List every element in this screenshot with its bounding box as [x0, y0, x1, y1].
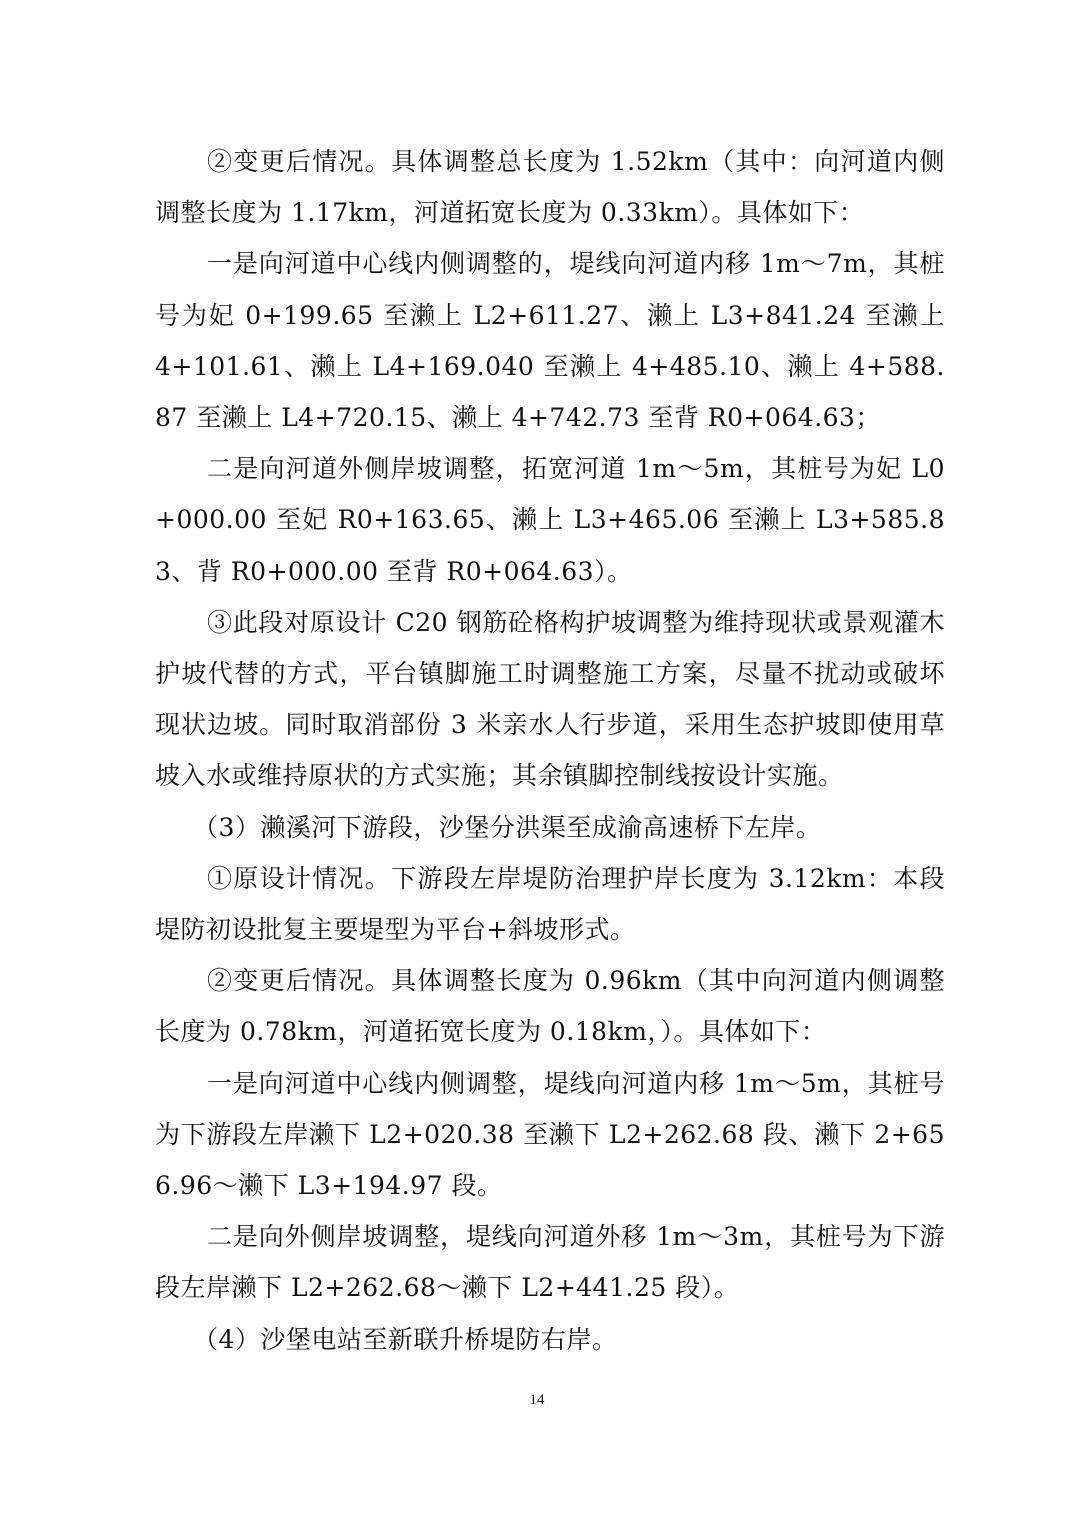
paragraph-outer-adjustment-2: 二是向外侧岸坡调整，堤线向河道外移 1m～3m，其桩号为下游段左岸濑下 L2+262.68～濑下 L2+441.25 段）。 [155, 1222, 945, 1303]
section-heading-3: （3）濑溪河下游段，沙堡分洪渠至成渝高速桥下左岸。 [193, 812, 822, 842]
paragraph-slope-protection: ③此段对原设计 C20 钢筋砼格构护坡调整为维持现状或景观灌木护坡代替的方式，平台镇脚施工时调整施工方案，尽量不扰动或破坏现状边坡。同时取消部份 3 米亲水人行步道，采用生态护坡即使用草坡入水或维持原状的方式实施；其余镇脚控制线按设计实施。 [155, 607, 945, 791]
paragraph-change-result-2: ②变更后情况。具体调整长度为 0.96km（其中向河道内侧调整长度为 0.78km，河道拓宽长度为 0.18km，）。具体如下： [155, 966, 945, 1047]
section-heading-4: （4）沙堡电站至新联升桥堤防右岸。 [193, 1324, 618, 1354]
paragraph-change-result-1: ②变更后情况。具体调整总长度为 1.52km（其中：向河道内侧调整长度为 1.17km，河道拓宽长度为 0.33km）。具体如下： [155, 147, 945, 228]
paragraph-inner-adjustment-1: 一是向河道中心线内侧调整的，堤线向河道内移 1m～7m，其桩号为妃 0+199.65 至濑上 L2+611.27、濑上 L3+841.24 至濑上 4+101.61、濑上 L4+169.040 至濑上 4+485.10、濑上 4+588.87 至濑上 L4+720.15、濑上 4+742.73 至背 R0+064.63； [155, 249, 945, 433]
document-body [155, 136, 945, 1365]
paragraph-outer-adjustment-1: 二是向河道外侧岸坡调整，拓宽河道 1m～5m，其桩号为妃 L0+000.00 至妃 R0+163.65、濑上 L3+465.06 至濑上 L3+585.83、背 R0+000.00 至背 R0+064.63）。 [155, 454, 945, 586]
paragraph-inner-adjustment-2: 一是向河道中心线内侧调整，堤线向河道内移 1m～5m，其桩号为下游段左岸濑下 L2+020.38 至濑下 L2+262.68 段、濑下 2+656.96～濑下 L3+194.97 段。 [155, 1068, 945, 1201]
paragraph-original-design: ①原设计情况。下游段左岸堤防治理护岸长度为 3.12km：本段堤防初设批复主要堤型为平台+斜坡形式。 [155, 863, 945, 945]
page-number: 14 [529, 1392, 545, 1408]
